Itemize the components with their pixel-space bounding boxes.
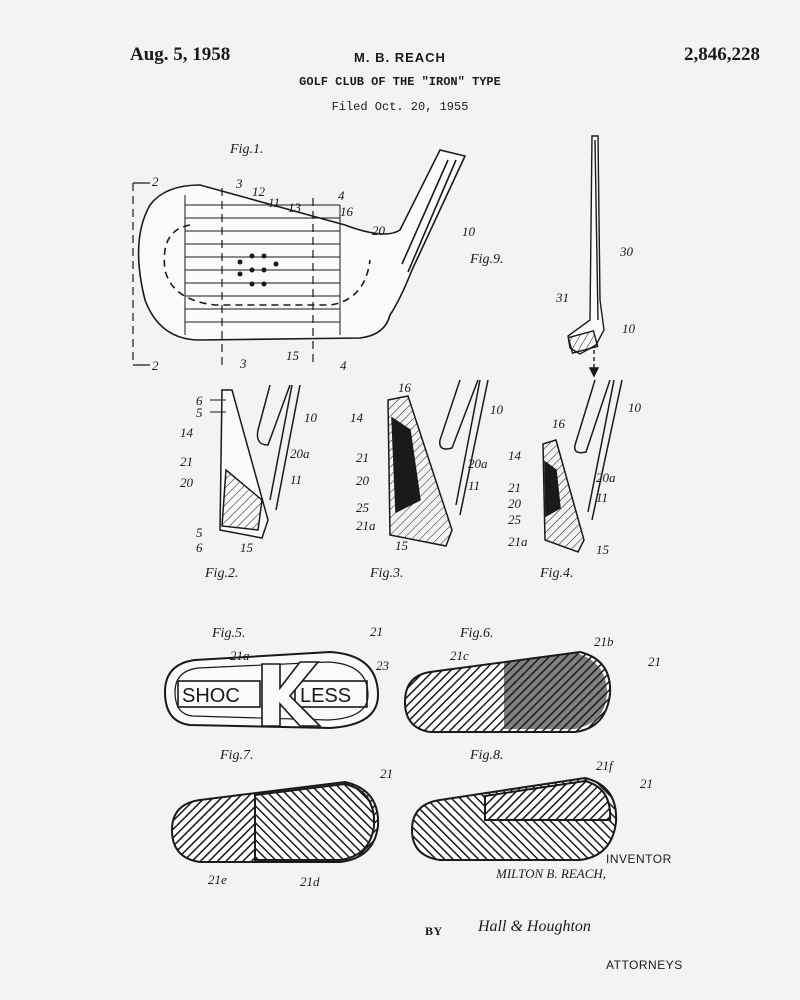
svg-text:30: 30 bbox=[620, 244, 633, 259]
inventor-label: INVENTOR bbox=[606, 852, 672, 866]
svg-text:20: 20 bbox=[508, 496, 521, 511]
svg-text:21b: 21b bbox=[594, 634, 614, 649]
svg-text:5: 5 bbox=[196, 525, 203, 540]
svg-text:6: 6 bbox=[196, 540, 203, 555]
fig6-drawing bbox=[405, 652, 610, 732]
svg-text:3: 3 bbox=[236, 176, 243, 191]
svg-text:21a: 21a bbox=[508, 534, 528, 549]
fig4-drawing bbox=[543, 380, 622, 552]
svg-text:10: 10 bbox=[462, 224, 475, 239]
svg-text:10: 10 bbox=[628, 400, 641, 415]
svg-text:11: 11 bbox=[468, 478, 481, 493]
svg-text:10: 10 bbox=[622, 321, 635, 336]
svg-text:14: 14 bbox=[508, 448, 521, 463]
svg-text:21a: 21a bbox=[230, 648, 250, 663]
inventor-signature: MILTON B. REACH, bbox=[496, 866, 607, 881]
svg-text:14: 14 bbox=[180, 425, 193, 440]
svg-text:21f: 21f bbox=[596, 758, 613, 773]
svg-text:6: 6 bbox=[196, 393, 203, 408]
fig2-drawing bbox=[210, 385, 303, 538]
svg-text:31: 31 bbox=[556, 290, 569, 305]
svg-text:21: 21 bbox=[380, 766, 393, 781]
logo-left-text: SHOC bbox=[182, 685, 240, 707]
logo-right-text: LESS bbox=[300, 685, 352, 707]
svg-text:21: 21 bbox=[648, 654, 661, 669]
fig7-drawing bbox=[172, 782, 378, 862]
patent-date: Aug. 5, 1958 bbox=[130, 44, 231, 65]
svg-text:2: 2 bbox=[152, 174, 159, 189]
patent-number: 2,846,228 bbox=[684, 44, 760, 65]
svg-text:25: 25 bbox=[356, 500, 369, 515]
svg-text:21: 21 bbox=[508, 480, 521, 495]
svg-text:16: 16 bbox=[552, 416, 565, 431]
fig1-drawing bbox=[133, 150, 465, 365]
fig6-label: Fig.6. bbox=[460, 626, 494, 641]
svg-text:14: 14 bbox=[350, 410, 363, 425]
svg-text:21: 21 bbox=[180, 454, 193, 469]
svg-text:4: 4 bbox=[340, 358, 347, 373]
svg-text:16: 16 bbox=[340, 204, 353, 219]
attorney-signature: Hall & Houghton bbox=[478, 918, 591, 935]
fig8-label: Fig.8. bbox=[470, 748, 504, 763]
fig5-label: Fig.5. bbox=[212, 626, 246, 641]
svg-text:20a: 20a bbox=[290, 446, 310, 461]
svg-text:21a: 21a bbox=[356, 518, 376, 533]
svg-text:11: 11 bbox=[596, 490, 609, 505]
inventor-header: M. B. REACH bbox=[354, 50, 446, 65]
fig9-label: Fig.9. bbox=[470, 252, 504, 267]
fig1-label: Fig.1. bbox=[230, 142, 264, 157]
svg-text:20: 20 bbox=[372, 223, 385, 238]
svg-text:10: 10 bbox=[304, 410, 317, 425]
svg-text:21d: 21d bbox=[300, 874, 320, 889]
svg-text:2: 2 bbox=[152, 358, 159, 373]
svg-text:16: 16 bbox=[398, 380, 411, 395]
svg-text:15: 15 bbox=[395, 538, 408, 553]
svg-text:20a: 20a bbox=[596, 470, 616, 485]
svg-text:3: 3 bbox=[240, 356, 247, 371]
svg-text:21e: 21e bbox=[208, 872, 227, 887]
svg-text:12: 12 bbox=[252, 184, 265, 199]
svg-text:15: 15 bbox=[596, 542, 609, 557]
svg-text:5: 5 bbox=[196, 405, 203, 420]
fig3-label: Fig.3. bbox=[370, 566, 404, 581]
fig7-label: Fig.7. bbox=[220, 748, 254, 763]
fig4-label: Fig.4. bbox=[540, 566, 574, 581]
svg-text:21: 21 bbox=[640, 776, 653, 791]
svg-text:4: 4 bbox=[338, 188, 345, 203]
fig8-drawing bbox=[412, 778, 616, 860]
svg-text:20a: 20a bbox=[468, 456, 488, 471]
svg-text:15: 15 bbox=[286, 348, 299, 363]
svg-text:13: 13 bbox=[288, 200, 301, 215]
by-label: BY bbox=[425, 924, 443, 938]
svg-text:15: 15 bbox=[240, 540, 253, 555]
svg-text:10: 10 bbox=[490, 402, 503, 417]
svg-text:25: 25 bbox=[508, 512, 521, 527]
svg-text:20: 20 bbox=[356, 473, 369, 488]
fig9-drawing bbox=[568, 136, 604, 376]
patent-title: GOLF CLUB OF THE "IRON" TYPE bbox=[299, 75, 501, 89]
fig2-label: Fig.2. bbox=[205, 566, 239, 581]
svg-text:11: 11 bbox=[268, 195, 281, 210]
filed-date: Filed Oct. 20, 1955 bbox=[331, 100, 469, 114]
svg-text:20: 20 bbox=[180, 475, 193, 490]
svg-text:21: 21 bbox=[370, 624, 383, 639]
svg-text:23: 23 bbox=[376, 658, 389, 673]
attorneys-label: ATTORNEYS bbox=[606, 958, 683, 972]
svg-text:21: 21 bbox=[356, 450, 369, 465]
svg-text:11: 11 bbox=[290, 472, 303, 487]
svg-text:21c: 21c bbox=[450, 648, 469, 663]
